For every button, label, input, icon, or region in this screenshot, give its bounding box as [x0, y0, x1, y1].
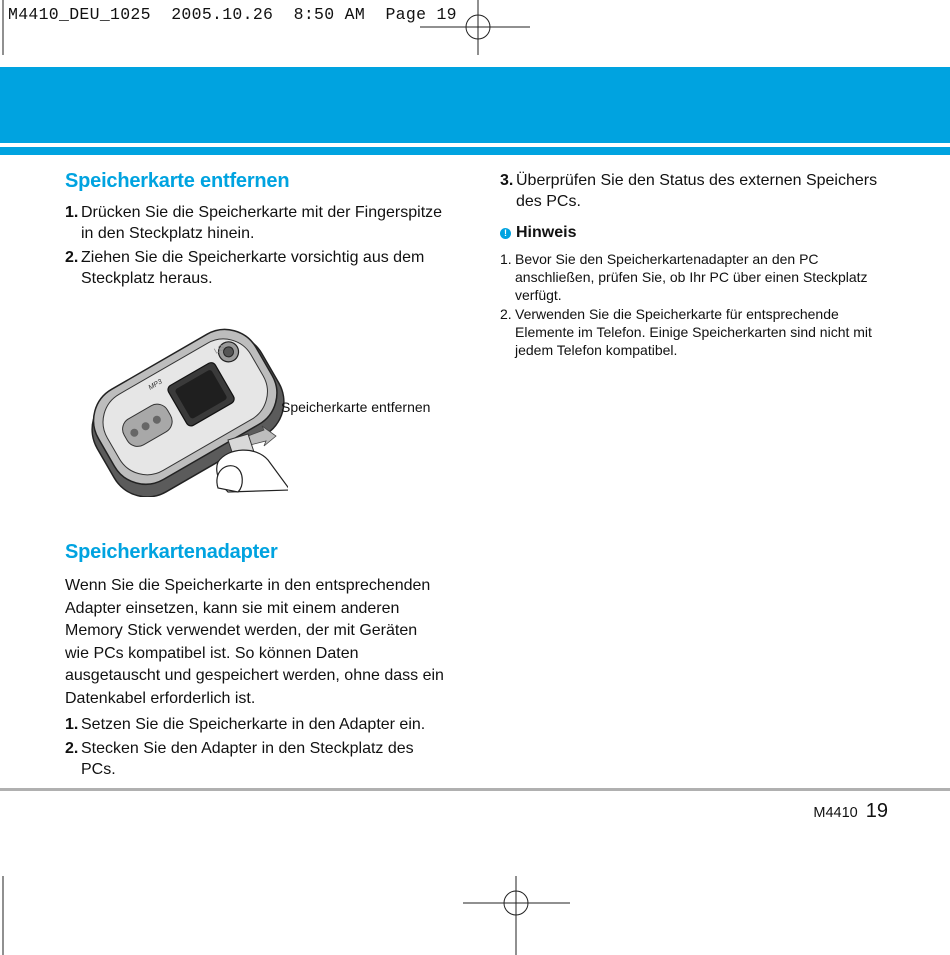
- step-text: Ziehen Sie die Speicherkarte vorsichtig aus dem Steckplatz heraus.: [81, 249, 425, 287]
- step-text: Überprüfen Sie den Status des externen Speichers des PCs.: [516, 172, 878, 210]
- list-item: [65, 202, 455, 244]
- crop-mark-left-top: [0, 0, 6, 60]
- step-number: 1.: [65, 716, 79, 733]
- header-rule: [0, 147, 950, 155]
- hint-text: Bevor Sie den Speicherkartenadapter an den PC anschließen, prüfen Sie, ob Ihr PC über einen Steckplatz verfügt.: [515, 251, 868, 303]
- figure-caption: Speicherkarte entfernen: [281, 399, 431, 415]
- list-item: [65, 738, 445, 780]
- model-label: M4410: [813, 805, 858, 821]
- remove-steps: [65, 202, 455, 289]
- page-number: 19: [865, 800, 888, 822]
- hint-number: 1.: [500, 251, 512, 267]
- hint-number: 2.: [500, 306, 512, 322]
- crop-mark-left-bottom: [0, 876, 6, 955]
- info-icon: !: [500, 228, 511, 239]
- step-text: Stecken Sie den Adapter in den Steckplatz des PCs.: [81, 740, 414, 778]
- step-number: 2.: [65, 740, 79, 757]
- header-band: [0, 67, 950, 143]
- footer-rule: [0, 788, 950, 791]
- hint-heading: [500, 224, 900, 242]
- list-item: [500, 305, 900, 359]
- crop-mark-bottom: [460, 876, 580, 955]
- step-number: 2.: [65, 249, 79, 266]
- section-title-remove: Speicherkarte entfernen: [65, 170, 290, 192]
- list-item: [65, 247, 455, 289]
- list-item: [500, 170, 900, 212]
- page-footer: [813, 800, 888, 823]
- remove-steps-continued: [500, 170, 900, 212]
- hint-title: Hinweis: [516, 224, 577, 241]
- step-number: 3.: [500, 172, 514, 189]
- phone-logo-text: LG: [212, 342, 227, 356]
- section-title-adapter: Speicherkartenadapter: [65, 541, 278, 563]
- hint-text: Verwenden Sie die Speicherkarte für entsprechende Elemente im Telefon. Einige Speicherkarten sind nicht mit jedem Telefon kompatibel.: [515, 306, 872, 358]
- list-item: [65, 714, 445, 735]
- adapter-paragraph: Wenn Sie die Speicherkarte in den entsprechenden Adapter einsetzen, kann sie mit einem anderen Memory Stick verwendet werden, der mit Geräten wie PCs kompatibel ist. So können Daten ausgetauscht und gespeichert werden, ohne dass ein Datenkabel erforderlich ist.: [65, 577, 444, 707]
- hint-list: [500, 250, 900, 359]
- section-remove-card: [65, 170, 455, 292]
- section-right: [500, 170, 900, 360]
- phone-badge-text: MP3: [147, 378, 164, 392]
- section-adapter: [65, 541, 445, 783]
- step-number: 1.: [65, 204, 79, 221]
- step-text: Setzen Sie die Speicherkarte in den Adapter ein.: [81, 716, 426, 733]
- adapter-steps: [65, 714, 445, 780]
- step-text: Drücken Sie die Speicherkarte mit der Fingerspitze in den Steckplatz hinein.: [81, 204, 443, 242]
- crop-mark-top: [420, 0, 540, 60]
- list-item: [500, 250, 900, 304]
- print-header: M4410_DEU_1025 2005.10.26 8:50 AM Page 19: [8, 5, 457, 24]
- phone-illustration: [78, 312, 288, 497]
